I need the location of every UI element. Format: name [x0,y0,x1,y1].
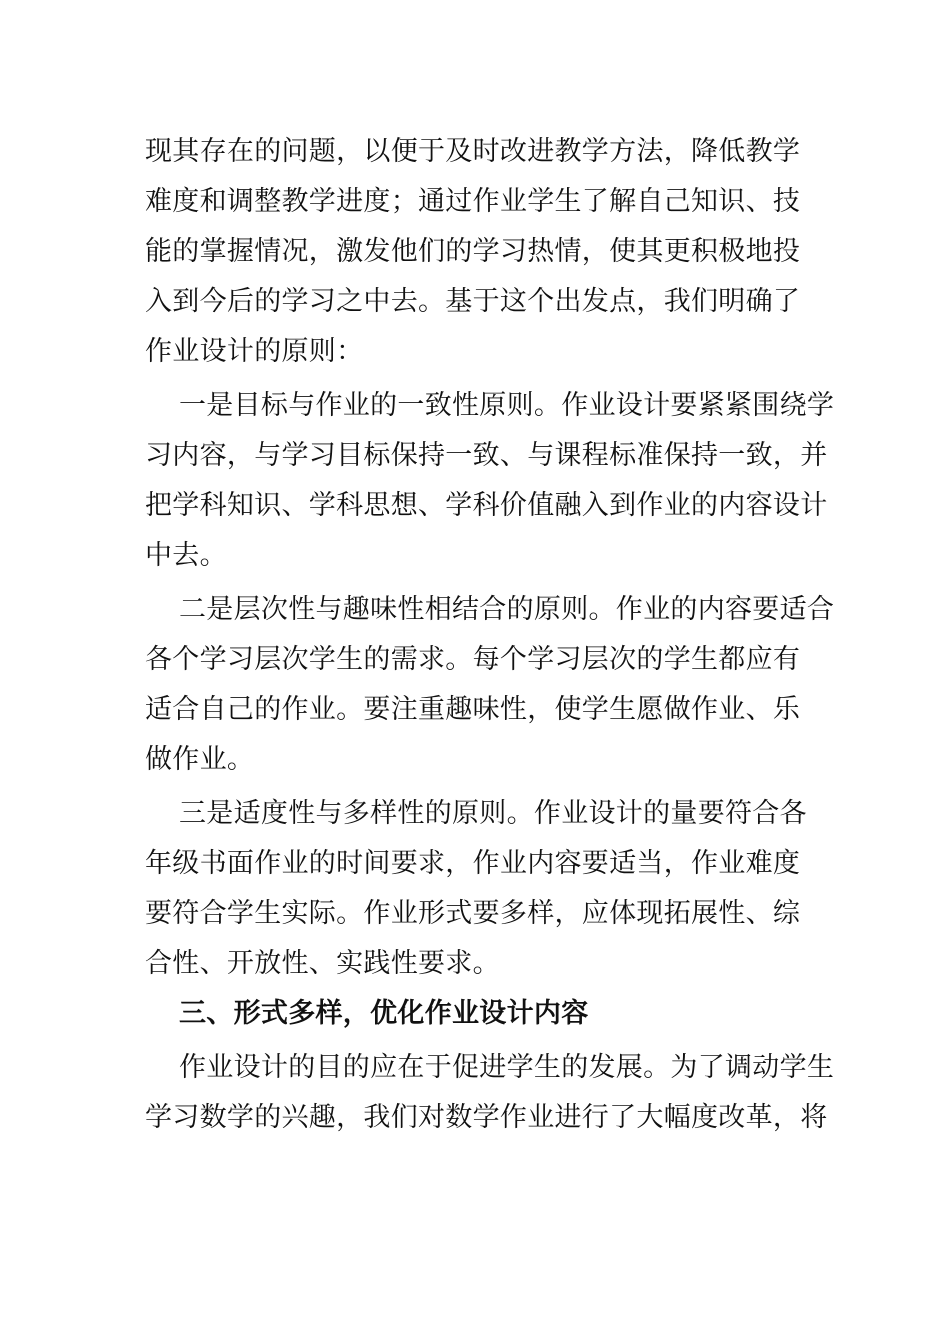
paragraph-principle-two [145,585,835,785]
text-line: 中去。 [145,540,227,571]
text-line: 适合自己的作业。要注重趣味性，使学生愿做作业、乐 [145,694,801,725]
text-line: 要符合学生实际。作业形式要多样，应体现拓展性、综 [145,898,801,929]
text-line: 作业设计的原则： [145,336,364,367]
section-heading [145,989,810,1039]
text-line: 现其存在的问题，以便于及时改进教学方法，降低教学 [145,136,801,167]
text-line: 能的掌握情况，激发他们的学习热情，使其更积极地投 [145,236,801,267]
paragraph-section-body [145,1043,835,1143]
paragraph-intro [145,127,810,377]
document-body [145,127,835,1143]
text-line: 二是层次性与趣味性相结合的原则。作业的内容要适合 [179,594,835,625]
text-line: 习内容，与学习目标保持一致、与课程标准保持一致，并 [145,440,828,471]
text-line: 一是目标与作业的一致性原则。作业设计要紧紧围绕学 [179,390,835,421]
paragraph-principle-one [145,381,835,581]
text-line: 合性、开放性、实践性要求。 [145,948,500,979]
text-line: 各个学习层次学生的需求。每个学习层次的学生都应有 [145,644,801,675]
text-line: 入到今后的学习之中去。基于这个出发点，我们明确了 [145,286,801,317]
text-line: 难度和调整教学进度；通过作业学生了解自己知识、技 [145,186,801,217]
text-line: 三是适度性与多样性的原则。作业设计的量要符合各 [179,798,807,829]
paragraph-principle-three [145,789,810,989]
text-line: 年级书面作业的时间要求，作业内容要适当，作业难度 [145,848,801,879]
text-line: 学习数学的兴趣，我们对数学作业进行了大幅度改革，将 [145,1102,828,1133]
text-line: 做作业。 [145,744,255,775]
section-heading-text: 三、形式多样，优化作业设计内容 [179,998,589,1029]
text-line: 作业设计的目的应在于促进学生的发展。为了调动学生 [179,1052,835,1083]
text-line: 把学科知识、学科思想、学科价值融入到作业的内容设计 [145,490,828,521]
